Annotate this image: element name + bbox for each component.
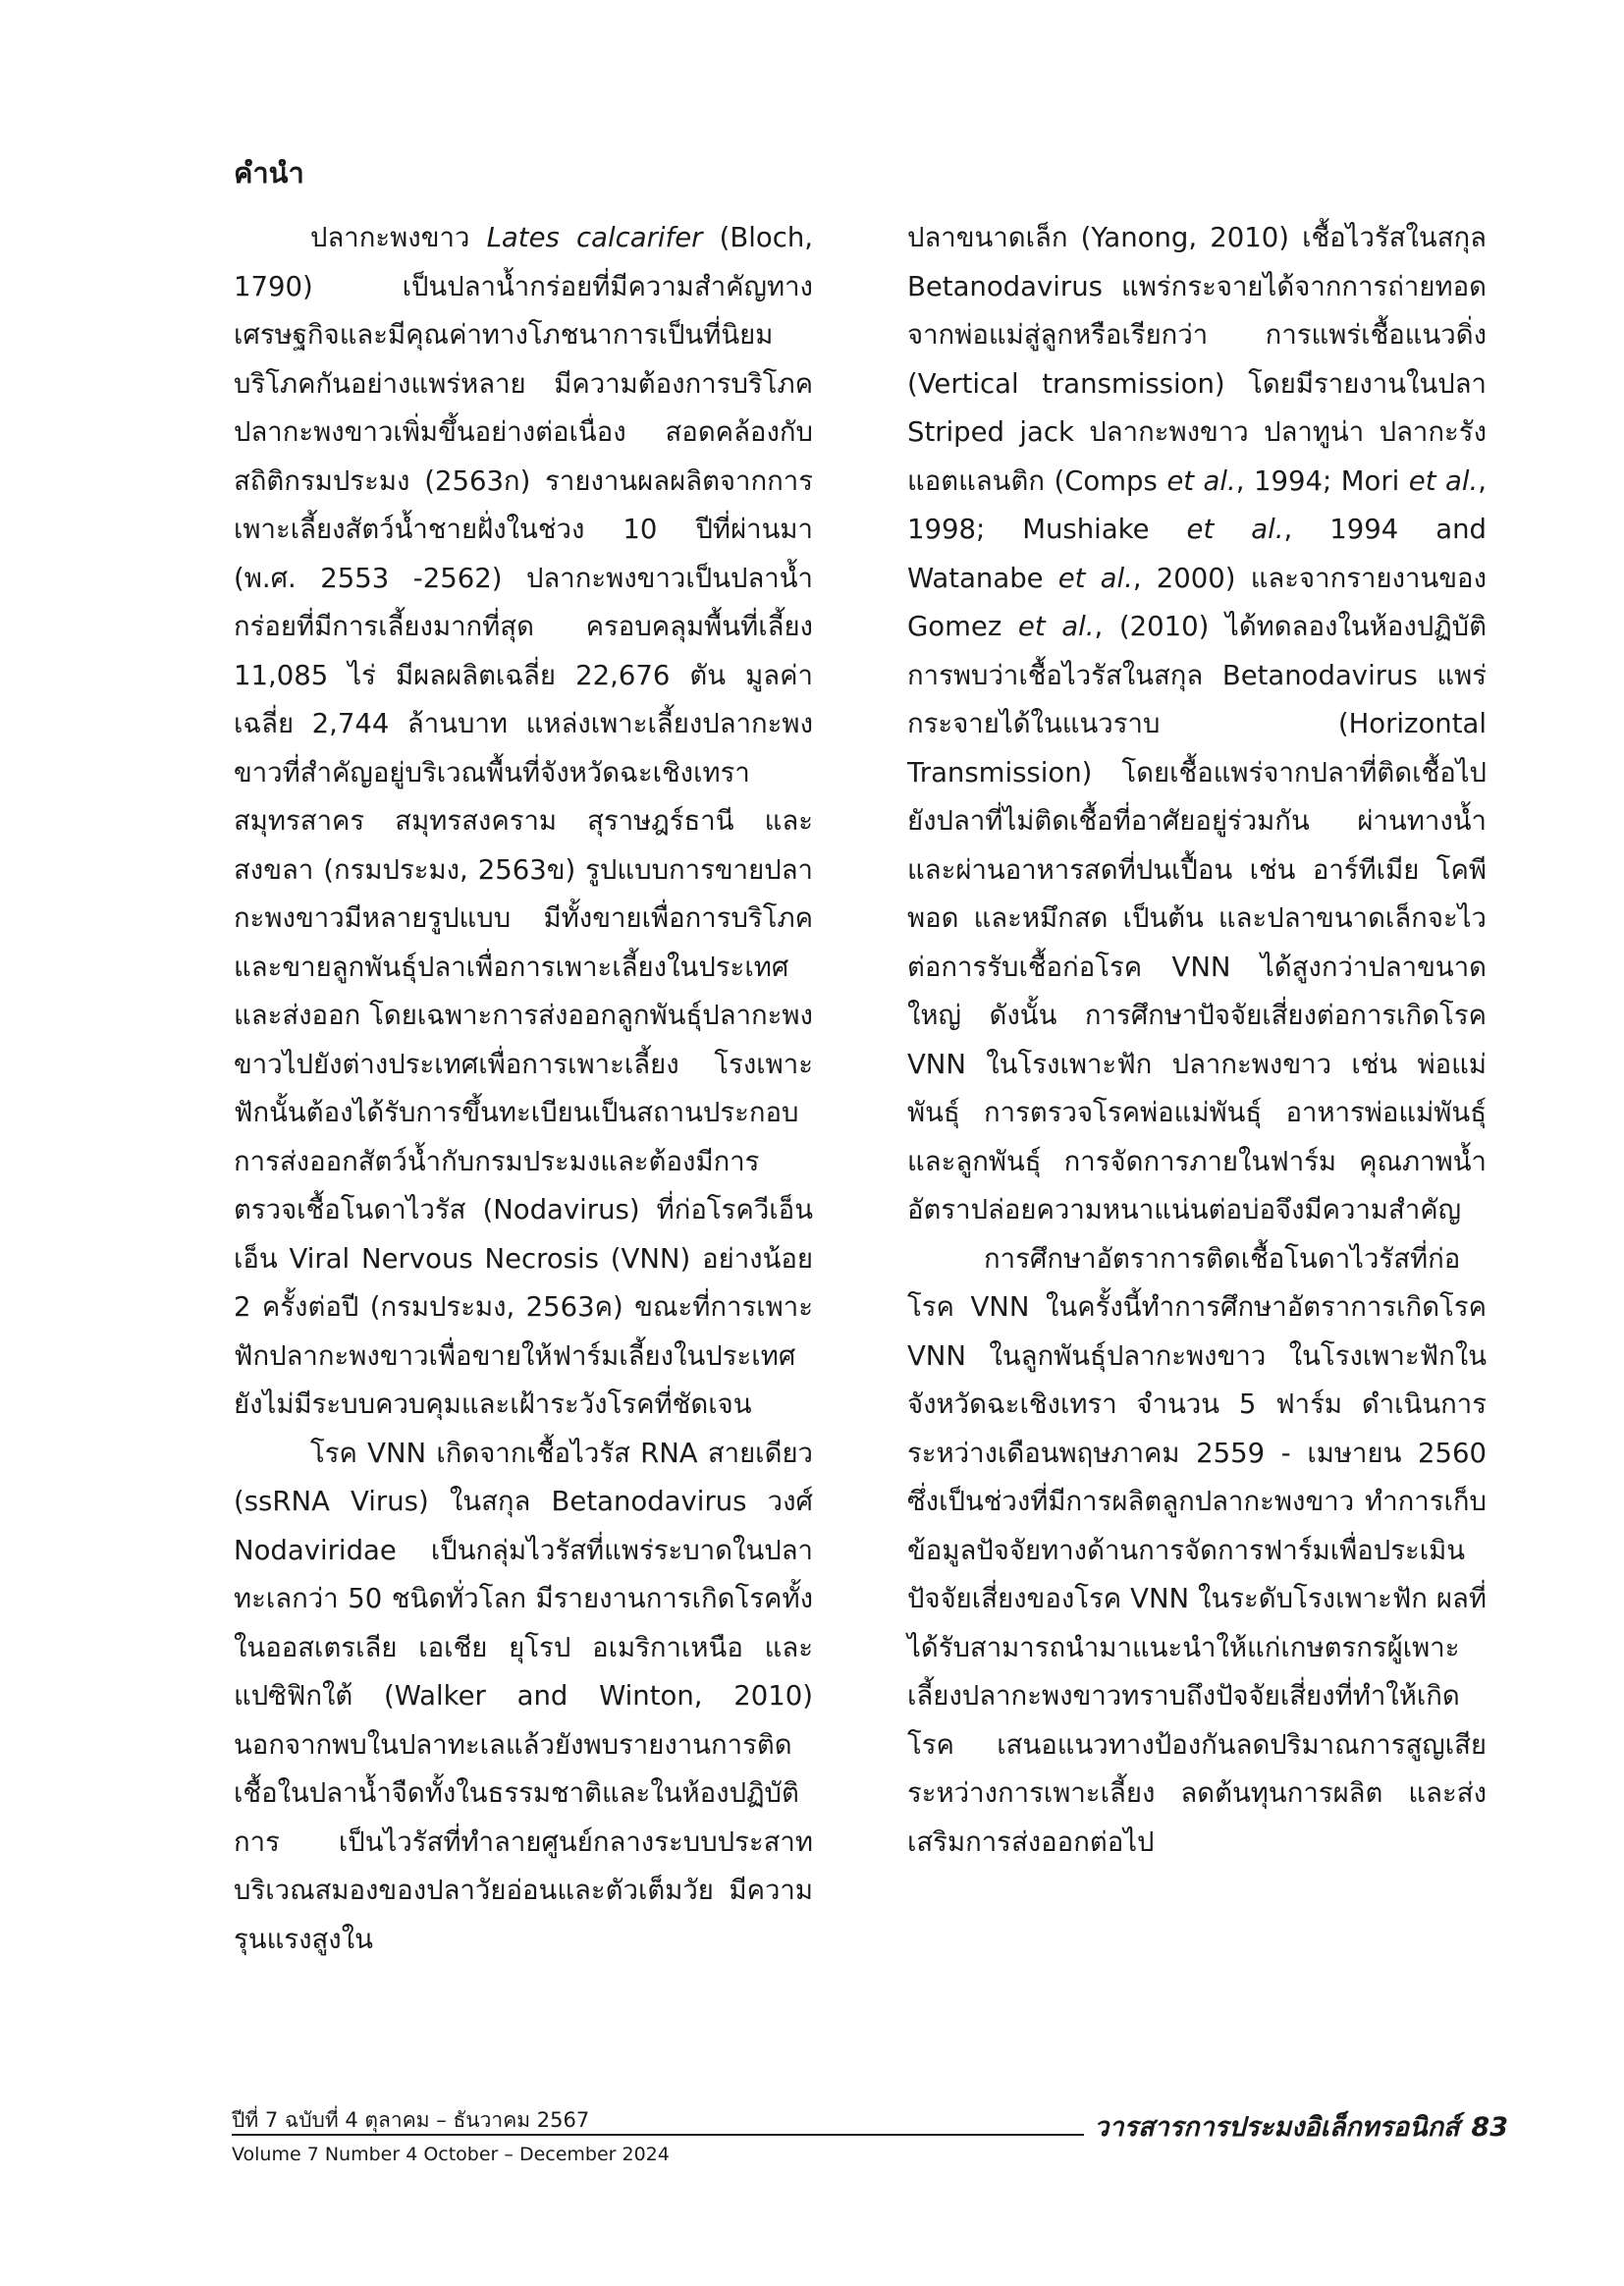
text-run: การศึกษาอัตราการติดเชื้อโนดาไวรัสที่ก่อโรค VNN ในครั้งนี้ทำการศึกษาอัตราการเกิดโรค VNN ในลูกพันธุ์ปลากะพงขาว ในโรงเพาะฟักในจังหวัดฉะเชิงเทรา จำนวน 5 ฟาร์ม ดำเนินการระหว่างเดือนพฤษภาคม 2559 - เมษายน 2560 ซึ่งเป็นช่วงที่มีการผลิตลูกปลากะพงขาว ทำการเก็บข้อมูลปัจจัยทางด้านการจัดการฟาร์มเพื่อประเมินปัจจัยเสี่ยงของโรค VNN ในระดับโรงเพาะฟัก ผลที่ได้รับสามารถนำมาแนะนำให้แก่เกษตรกรผู้เพาะเลี้ยงปลากะพงขาวทราบถึงปัจจัยเสี่ยงที่ทำให้เกิดโรค เสนอแนวทางป้องกันลดปริมาณการสูญเสียระหว่างการเพาะเลี้ยง ลดต้นทุนการผลิต และส่งเสริมการส่งออกต่อไป <box>907 1242 1487 1858</box>
text-run: , 1994 and Watanabe <box>907 514 1487 594</box>
page-footer <box>232 2106 1508 2185</box>
italic-text: et al. <box>1166 464 1236 497</box>
paragraph <box>907 1235 1487 1868</box>
journal-name: วารสารการประมงอิเล็กทรอนิกส์ <box>1094 2112 1460 2143</box>
text-run: (Bloch, 1790) เป็นปลาน้ำกร่อยที่มีความสำคัญทางเศรษฐกิจและมีคุณค่าทางโภชนาการเป็นที่นิยมบริโภคกันอย่างแพร่หลาย มีความต้องการบริโภคปลากะพงขาวเพิ่มขึ้นอย่างต่อเนื่อง สอดคล้องกับสถิติกรมประมง (2563ก) รายงานผลผลิตจากการเพาะเลี้ยงสัตว์น้ำชายฝั่งในช่วง 10 ปีที่ผ่านมา (พ.ศ. 2553 -2562) ปลากะพงขาวเป็นปลาน้ำกร่อยที่มีการเลี้ยงมากที่สุด ครอบคลุมพื้นที่เลี้ยง 11,085 ไร่ มีผลผลิตเฉลี่ย 22,676 ตัน มูลค่าเฉลี่ย 2,744 ล้านบาท แหล่งเพาะเลี้ยงปลากะพงขาวที่สำคัญอยู่บริเวณพื้นที่จังหวัดฉะเชิงเทรา สมุทรสาคร สมุทรสงคราม สุราษฎร์ธานี และสงขลา (กรมประมง, 2563ข) รูปแบบการขายปลากะพงขาวมีหลายรูปแบบ มีทั้งขายเพื่อการบริโภคและขายลูกพันธุ์ปลาเพื่อการเพาะเลี้ยงในประเทศและส่งออก โดยเฉพาะการส่งออกลูกพันธุ์ปลากะพงขาวไปยังต่างประเทศเพื่อการเพาะเลี้ยง โรงเพาะฟักนั้นต้องได้รับการขึ้นทะเบียนเป็นสถานประกอบการส่งออกสัตว์น้ำกับกรมประมงและต้องมีการตรวจเชื้อโนดาไวรัส (Nodavirus) ที่ก่อโรควีเอ็นเอ็น Viral Nervous Necrosis (VNN) อย่างน้อย 2 ครั้งต่อปี (กรมประมง, 2563ค) ขณะที่การเพาะฟักปลากะพงขาวเพื่อขายให้ฟาร์มเลี้ยงในประเทศ ยังไม่มีระบบควบคุมและเฝ้าระวังโรคที่ชัดเจน <box>234 222 813 1420</box>
text-run: ปลาขนาดเล็ก (Yanong, 2010) เชื้อไวรัสในสกุล Betanodavirus แพร่กระจายได้จากการถ่ายทอดจากพ่อแม่สู่ลูกหรือเรียกว่า การแพร่เชื้อแนวดิ่ง (Vertical transmission) โดยมีรายงานในปลา Striped jack ปลากะพงขาว ปลาทูน่า ปลากะรังแอตแลนติก (Comps <box>907 222 1487 497</box>
italic-text: et al. <box>1408 464 1479 497</box>
text-run: , (2010) ได้ทดลองในห้องปฏิบัติการพบว่าเชื้อไวรัสในสกุล Betanodavirus แพร่กระจายได้ในแนวราบ (Horizontal Transmission) โดยเชื้อแพร่จากปลาที่ติดเชื้อไปยังปลาที่ไม่ติดเชื้อที่อาศัยอยู่ร่วมกัน ผ่านทางน้ำ และผ่านอาหารสดที่ปนเปื้อน เช่น อาร์ทีเมีย โคพีพอด และหมึกสด เป็นต้น และปลาขนาดเล็กจะไวต่อการรับเชื้อก่อโรค VNN ได้สูงกว่าปลาขนาดใหญ่ ดังนั้น การศึกษาปัจจัยเสี่ยงต่อการเกิดโรค VNN ในโรงเพาะฟัก ปลากะพงขาว เช่น พ่อแม่พันธุ์ การตรวจโรคพ่อแม่พันธุ์ อาหารพ่อแม่พันธุ์และลูกพันธุ์ การจัดการภายในฟาร์ม คุณภาพน้ำ อัตราปล่อยความหนาแน่นต่อบ่อจึงมีความสำคัญ <box>907 611 1487 1225</box>
right-column <box>907 214 1487 1867</box>
italic-text: et al. <box>1017 611 1095 642</box>
left-column <box>234 214 813 1964</box>
journal-title <box>1084 2110 1508 2146</box>
paragraph <box>234 214 813 1430</box>
text-run: , 1994; Mori <box>1235 464 1409 497</box>
text-run: , 2000) และจากรายงานของ Gomez <box>907 562 1487 642</box>
paragraph <box>234 1430 813 1965</box>
text-run: โรค VNN เกิดจากเชื้อไวรัส RNA สายเดียว (ssRNA Virus) ในสกุล Betanodavirus วงศ์ Nodaviridae เป็นกลุ่มไวรัสที่แพร่ระบาดในปลาทะเลกว่า 50 ชนิดทั่วโลก มีรายงานการเกิดโรคทั้งในออสเตรเลีย เอเชีย ยุโรป อเมริกาเหนือ และแปซิฟิกใต้ (Walker and Winton, 2010) นอกจากพบในปลาทะเลแล้วยังพบรายงานการติดเชื้อในปลาน้ำจืดทั้งในธรรมชาติและในห้องปฏิบัติการ เป็นไวรัสที่ทำลายศูนย์กลางระบบประสาทบริเวณสมองของปลาวัยอ่อนและตัวเต็มวัย มีความรุนแรงสูงใน <box>234 1437 813 1955</box>
page-number: 83 <box>1471 2112 1508 2143</box>
italic-text: et al. <box>1057 562 1133 594</box>
italic-text: Lates calcarifer <box>486 222 703 253</box>
issue-info-thai: ปีที่ 7 ฉบับที่ 4 ตุลาคม – ธันวาคม 2567 <box>232 2108 590 2132</box>
paragraph <box>907 214 1487 1235</box>
issue-info-english: Volume 7 Number 4 October – December 2024 <box>232 2144 670 2165</box>
text-run: ปลากะพงขาว <box>310 222 487 253</box>
italic-text: et al. <box>1186 514 1284 545</box>
section-heading: คำนำ <box>234 156 304 190</box>
text-run: , 1998; Mushiake <box>907 464 1487 545</box>
